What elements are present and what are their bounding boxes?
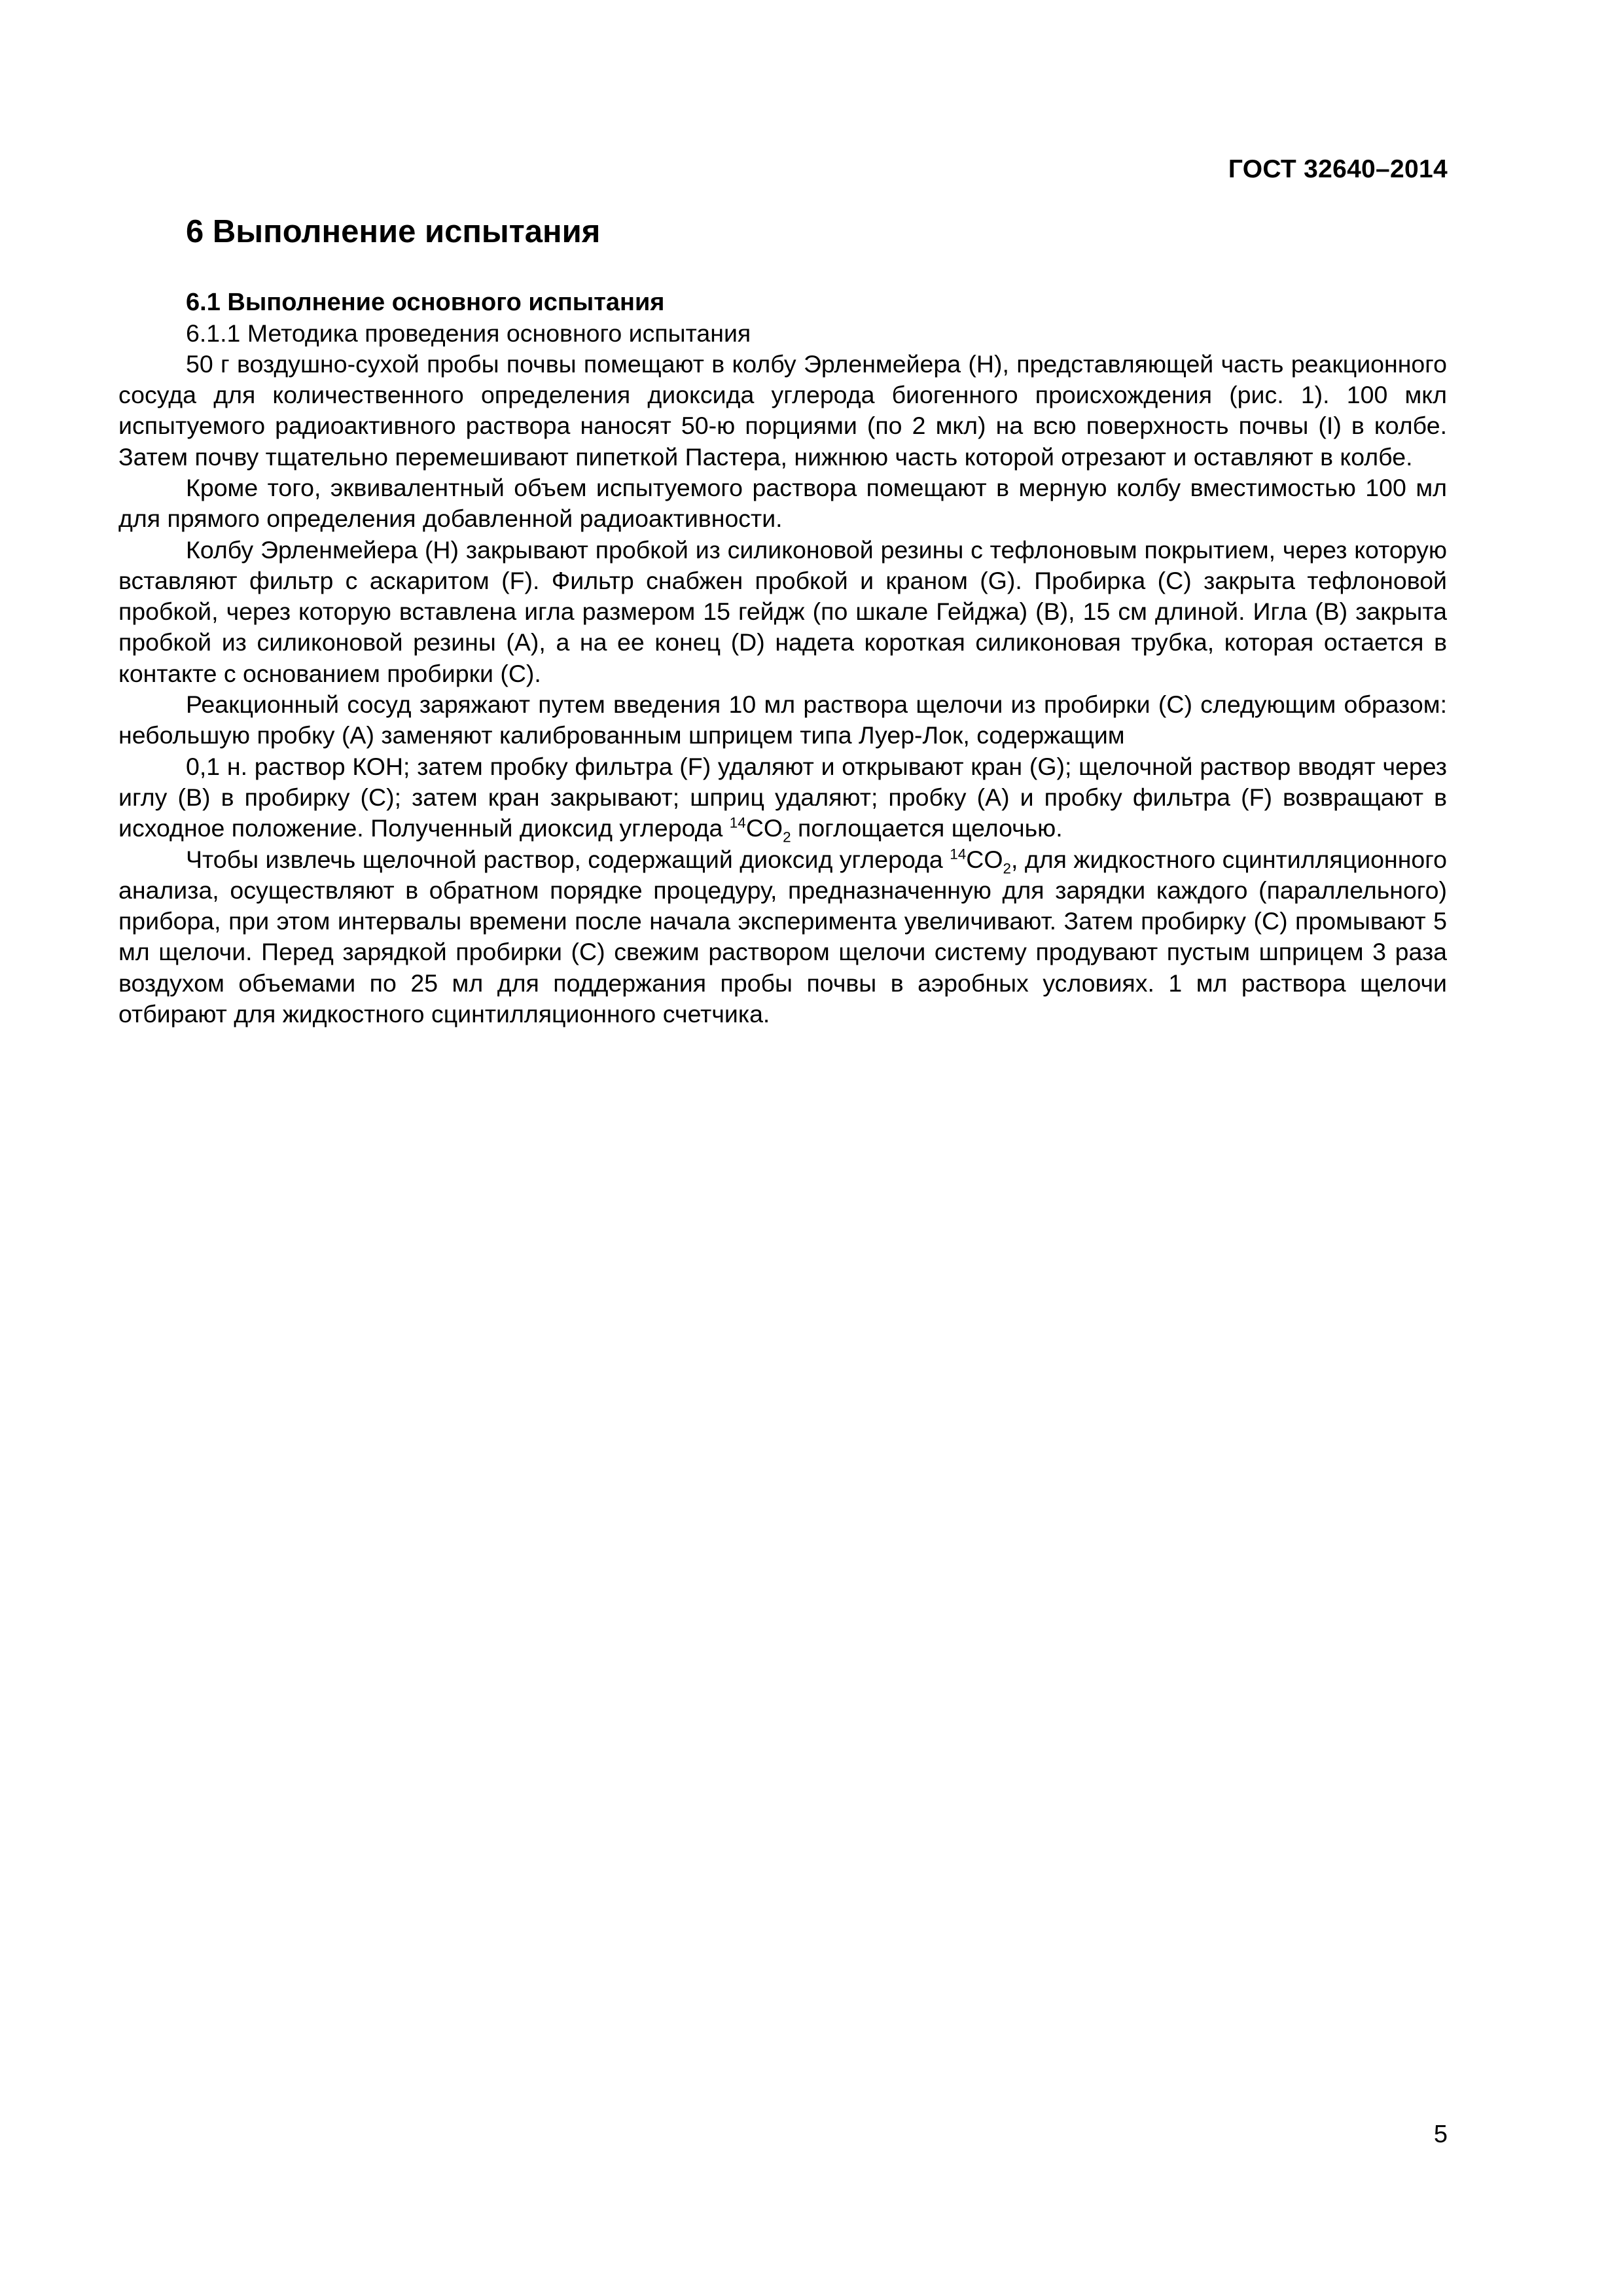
paragraph-vessel-charging: Реакционный сосуд заряжают путем введения 10 мл раствора щелочи из пробирки (C) следующим образом: небольшую пробку (A) заменяют калиброванным шприцем типа Луер-Лок, содержащим — [118, 691, 1447, 749]
section-title: 6 Выполнение испытания — [186, 214, 601, 249]
standard-id-header: ГОСТ 32640–2014 — [1228, 155, 1448, 183]
paragraph-alkali-extraction — [118, 844, 1447, 1030]
paragraph-text-segment: поглощается щелочью. — [791, 814, 1063, 842]
page-number: 5 — [1433, 2121, 1448, 2148]
formula-subscript: 2 — [1003, 860, 1012, 877]
paragraph-alkali-introduction — [118, 751, 1447, 844]
chemical-formula: CO — [745, 814, 783, 842]
clause-title: 6.1.1 Методика проведения основного испытания — [186, 319, 751, 347]
isotope-superscript: 14 — [729, 814, 746, 831]
subsection-title: 6.1 Выполнение основного испытания — [186, 288, 665, 316]
paragraph-sample-preparation: 50 г воздушно-сухой пробы почвы помещают в колбу Эрленмейера (H), представляющей часть реакционного сосуда для количественного определения диоксида углерода биогенного происхождения (рис. 1). 100 мкл испытуемого радиоактивного раствора наносят 50-ю порциями (по 2 мкл) на всю поверхность почвы (I) в колбе. Затем почву тщательно перемешивают пипеткой Пастера, нижнюю часть которой отрезают и оставляют в колбе. — [118, 350, 1447, 471]
isotope-superscript: 14 — [950, 846, 967, 863]
paragraph-text-segment: Чтобы извлечь щелочной раствор, содержащий диоксид углерода — [186, 845, 950, 873]
document-body — [118, 213, 1447, 1030]
paragraph-text-segment: 0,1 н. раствор КОН; затем пробку фильтра (F) удаляют и открывают кран (G); щелочной раствор вводят через иглу (B) в пробирку (C); затем кран закрывают; шприц удаляют; пробку (A) и пробку фильтра (F) возвращают в исходное положение. Полученный диоксид углерода — [118, 752, 1447, 842]
paragraph-text-segment: , для жидкостного сцинтилляционного анализа, осуществляют в обратном порядке процедуру, предназначенную для зарядки каждого (параллельного) прибора, при этом интервалы времени после начала эксперимента увеличивают. Затем пробирку (C) промывают 5 мл щелочи. Перед зарядкой пробирки (C) свежим раствором щелочи систему продувают пустым шприцем 3 раза воздухом объемами по 25 мл для поддержания пробы почвы в аэробных условиях. 1 мл раствора щелочи отбирают для жидкостного сцинтилляционного счетчика. — [118, 845, 1448, 1028]
paragraph-equivalent-volume: Кроме того, эквивалентный объем испытуемого раствора помещают в мерную колбу вместимостью 100 мл для прямого определения добавленной радиоактивности. — [118, 473, 1447, 533]
formula-subscript: 2 — [783, 829, 791, 846]
paragraph-flask-assembly: Колбу Эрленмейера (H) закрывают пробкой из силиконовой резины с тефлоновым покрытием, через которую вставляют фильтр с аскаритом (F). Фильтр снабжен пробкой и краном (G). Пробирка (C) закрыта тефлоновой пробкой, через которую вставлена игла размером 15 гейдж (по шкале Гейджа) (B), 15 см длиной. Игла (B) закрыта пробкой из силиконовой резины (A), а на ее конец (D) надета короткая силиконовая трубка, которая остается в контакте с основанием пробирки (C). — [118, 535, 1447, 687]
chemical-formula: CO — [966, 845, 1003, 873]
